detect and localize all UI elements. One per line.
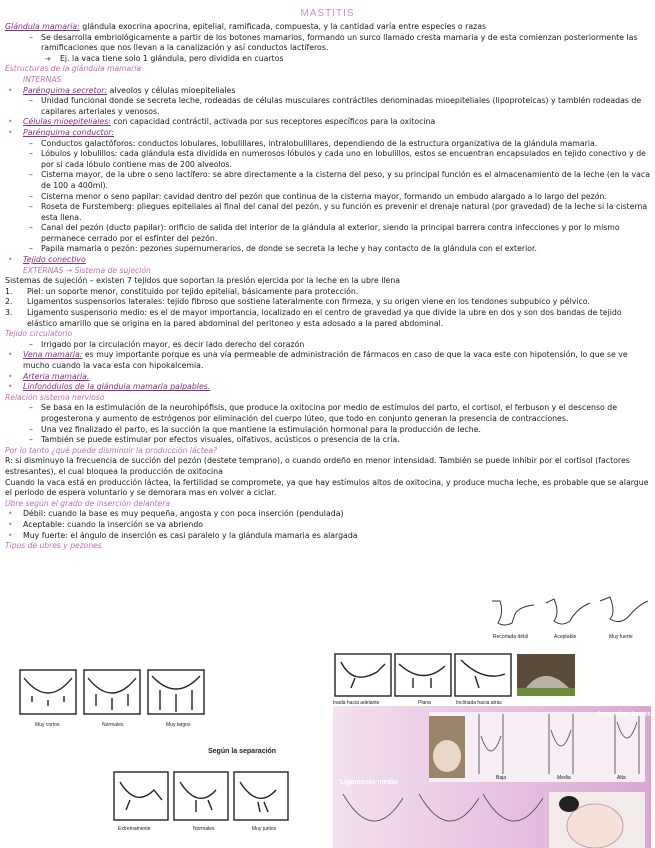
list-item xyxy=(5,128,650,139)
list-number: 3. xyxy=(5,308,13,318)
figure-caption: Muy fuerte xyxy=(609,634,633,640)
term: Células mioepiteliales: xyxy=(23,117,111,127)
list-item xyxy=(5,223,650,244)
list-item-text: Lóbulos y lobulillos: cada glándula esta dividida en numerosos lóbulos y cada uno en lobulillos, estos se encuentran encapsulados en tejido conectivo y de por si cada lóbulo contiene mas de 200 alveolos. xyxy=(41,149,646,169)
insercion-figure xyxy=(490,593,650,633)
dash-marker: – xyxy=(29,435,33,445)
figure-caption: Baja xyxy=(496,775,507,781)
list-item xyxy=(5,509,493,520)
dash-marker: – xyxy=(29,96,33,106)
ligamento-medio-label: Ligamento medio xyxy=(340,779,398,786)
term: Arteria mamaria. xyxy=(23,371,90,381)
list-item-text: con capacidad contráctil, activada por sus receptores específicos para la oxitocina xyxy=(110,117,436,127)
nervioso-heading: Relación sistema nervioso xyxy=(5,392,105,402)
teat-separation-figure xyxy=(112,770,292,824)
list-number: 1. xyxy=(5,286,13,296)
sujecion-intro: Sistemas de sujeción – existen 7 tejidos que soportan la presión ejercida por la leche en la ubre llena xyxy=(5,276,401,286)
figure-caption: Normales xyxy=(102,722,124,728)
list-item xyxy=(5,202,650,223)
list-item-text: Muy fuerte: el ángulo de inserción es casi paralelo y la glándula mamaria es alargada xyxy=(23,530,358,540)
list-item xyxy=(5,244,650,255)
dash-marker: – xyxy=(29,202,33,212)
figure-caption: Alta xyxy=(617,775,626,781)
answer-paragraph-2: Cuando la vaca está en producción láctea, la fertilidad se compromete, ya que hay estímulos altos de oxitocina, y produce mucha leche, es probable que se alargue el periodo de espera voluntario y se demorara mas en volver a ciclar. xyxy=(5,477,649,498)
list-item xyxy=(5,96,650,117)
bullet-icon: • xyxy=(8,509,13,519)
figure-caption: Normales xyxy=(193,826,215,832)
dash-marker: – xyxy=(29,149,33,159)
list-item-text: Ligamento suspensorio medio: es el de mayor importancia, localizado en el centro de gravedad ya que divide la ubre en dos y son dos bandas de tejido elástico amarillo que se origina en la pared abdominal del peritoneo y esta adosado a la pared abdominal. xyxy=(27,308,622,328)
list-item xyxy=(5,33,650,54)
externas-heading: EXTERNAS → Sistema de sujeción xyxy=(23,265,151,275)
list-item-text: Se desarrolla embriológicamente a partir de los botones mamarios, formando un surco llamado cresta mamaria y de esta comienzan posteriormente las ramificaciones que nos llevan a la canalización y así conductos lactíferos. xyxy=(41,32,638,53)
bullet-icon: • xyxy=(8,85,13,95)
answer-paragraph: R: si disminuyo la frecuencia de succión del pezón (destete temprano), o cuando ordeño en menor intensidad. También se puede inhibir por el cortisol (factores estresantes), el cual bloquea la producción de oxitocina xyxy=(5,456,630,476)
bullet-icon: • xyxy=(8,350,13,360)
figure-caption: Aceptable xyxy=(554,634,577,640)
list-item xyxy=(5,435,650,446)
figure-caption: Inada hacia adelante xyxy=(333,700,380,706)
figure-caption: Plana xyxy=(418,700,431,706)
page-title: MASTITIS xyxy=(300,8,355,19)
figure-caption: Media xyxy=(557,775,571,781)
list-item-text: Aceptable: cuando la inserción se va abriendo xyxy=(23,519,204,529)
term: Vena mamaria: xyxy=(23,350,83,360)
list-item-text: Piel: un soporte menor, constituido por tejido epitelial, básicamente para protección. xyxy=(27,286,359,296)
list-item-text: alveolos y células mioepiteliales xyxy=(107,85,236,95)
term: Linfonódulos de la glándula mamaria palpables. xyxy=(23,382,211,392)
list-item-text: Conductos galactóforos: conductos lobulares, lobulillares, intralobulillares, dependiendo de la estructura organizativa de la glándula mamaria. xyxy=(41,138,598,148)
question-heading: Por lo tanto ¿qué puede disminuir la producción láctea? xyxy=(5,445,218,455)
list-item xyxy=(5,287,650,298)
list-item xyxy=(5,382,650,393)
figure-caption: Muy cortos xyxy=(35,722,60,728)
dash-marker: – xyxy=(29,244,33,254)
dash-marker: – xyxy=(29,32,33,42)
list-item xyxy=(5,297,650,308)
figure-caption: Extremamente xyxy=(118,826,151,832)
list-item xyxy=(5,520,493,531)
list-item-text: Ligamentos suspensorios laterales: tejido fibroso que sostiene lateralmente con firmeza, y su origen viene en los tendones subpubico y pélvico. xyxy=(27,297,590,307)
list-item-text: Unidad funcional donde se secreta leche, rodeadas de células musculares contráctiles denominadas mioepiteliales (lipoproteicas) y también rodeadas de capilares arteriales y venosos. xyxy=(41,96,642,116)
list-item-text: También se puede estimular por efectos visuales, olfativos, acústicos o presencia de la cría. xyxy=(41,435,400,445)
list-item xyxy=(5,86,650,97)
dash-marker: – xyxy=(29,403,33,413)
figure-caption: Muy largos xyxy=(166,722,191,728)
list-item xyxy=(5,350,650,371)
list-item-text: Canal del pezón (ducto papilar): orificio de salida del interior de la glándula al exterior, siendo la principal barrera contra infecciones y por lo mismo permanece cerrado por el esfínter del pezón. xyxy=(41,223,620,243)
example-item xyxy=(5,54,650,65)
list-item-text: Cisterna mayor, de la ubre o seno lactífero: se abre directamente a la cisterna del peso, y su principal función es el almacenamiento de la leche (en la vaca de 100 a 400ml). xyxy=(41,170,651,190)
bullet-icon: • xyxy=(8,519,13,529)
bullet-icon: • xyxy=(8,117,13,127)
document-body xyxy=(5,22,650,552)
intro-paragraph xyxy=(5,22,650,33)
list-item xyxy=(5,531,493,542)
dash-marker: – xyxy=(29,170,33,180)
list-item-text: Cisterna menor o seno papilar: cavidad dentro del pezón que continua de la cisterna mayor, formando un embudo alargado a lo largo del pezón. xyxy=(41,191,607,201)
list-item-text: Se basa en la estimulación de la neurohipófisis, que produce la oxitocina por medio de estímulos del parto, el cortisol, el ferbuson y el descenso de progesterona y aumento de estrógenos por eliminación del cuerpo lúteo, que todo en conjunto generan la presencia de contracciones. xyxy=(41,403,618,423)
list-item-text: Irrigado por la circulación mayor, es decir lado derecho del corazón xyxy=(41,339,305,349)
bullet-icon: • xyxy=(8,255,13,265)
list-item xyxy=(5,425,650,436)
insercion-heading: Ubre según el grado de inserción delantera xyxy=(5,498,170,508)
bullet-icon: • xyxy=(8,530,13,540)
separacion-title: Según la separación xyxy=(208,748,277,755)
figure-caption: Muy juntos xyxy=(252,826,277,832)
list-item xyxy=(5,308,650,329)
arrow-icon: ➔ xyxy=(45,54,51,63)
tipos-heading: Tipos de ubres y pezones xyxy=(5,541,102,551)
term: Parénquima conductor: xyxy=(23,127,115,137)
list-item xyxy=(5,340,650,351)
term: Parénquima secretor: xyxy=(23,85,108,95)
teat-length-figure xyxy=(18,668,208,718)
circulatorio-heading: Tejido circulatorio xyxy=(5,329,73,339)
structures-heading: Estructuras de la glándula mamaria xyxy=(5,64,142,74)
figure-caption: Recortada débil xyxy=(493,634,529,640)
udder-angle-figure xyxy=(333,652,577,698)
list-item xyxy=(5,372,650,383)
list-number: 2. xyxy=(5,297,13,307)
term: Tejido conectivo xyxy=(23,255,86,265)
dash-marker: – xyxy=(29,223,33,233)
list-item-text: Débil: cuando la base es muy pequeña, angosta y con poca inserción (pendulada) xyxy=(23,509,344,519)
list-item-text: Papila mamaria o pezón: pezones supernumerarios, de donde se secreta la leche y hay contacto de la glándula con el exterior. xyxy=(41,244,537,254)
list-item-text: es muy importante porque es una vía permeable de administración de fármacos en caso de que la vaca este con hipotensión, lo que se ve mucho cuando la vaca esta con hipokalcemia. xyxy=(23,350,628,370)
list-item xyxy=(5,403,650,424)
dash-marker: – xyxy=(29,138,33,148)
list-item xyxy=(5,117,650,128)
dash-marker: – xyxy=(29,191,33,201)
list-item xyxy=(5,139,650,150)
list-item-text: Roseta de Furstemberg: pliegues epiteliales al final del canal del pezón, y su función es prevenir el drenaje natural (por gravedad) de la leche si la cisterna esta llena. xyxy=(41,202,648,222)
list-item xyxy=(5,149,650,170)
bullet-icon: • xyxy=(8,371,13,381)
intro-term: Glándula mamaria: xyxy=(5,22,80,31)
list-item xyxy=(5,255,650,266)
intro-text: glándula exocrina apocrina, epitelial, ramificada, compuesta, y la cantidad varía entre especies o razas xyxy=(79,22,487,31)
insercion-trasera-panel xyxy=(333,706,651,848)
dash-marker: – xyxy=(29,339,33,349)
dash-marker: – xyxy=(29,424,33,434)
list-item-text: Una vez finalizado el parto, es la succión la que mantiene la estimulación hormonal para la producción de leche. xyxy=(41,424,481,434)
bullet-icon: • xyxy=(8,127,13,137)
internas-heading: INTERNAS xyxy=(23,74,62,84)
list-item xyxy=(5,192,650,203)
insercion-trasera-label: Insercion trasera xyxy=(598,711,655,718)
list-item xyxy=(5,170,650,191)
example-text: Ej. la vaca tiene solo 1 glándula, pero dividida en cuartos xyxy=(60,53,284,63)
figure-caption: Inclinada hacia atrás xyxy=(456,700,502,706)
bullet-icon: • xyxy=(8,382,13,392)
